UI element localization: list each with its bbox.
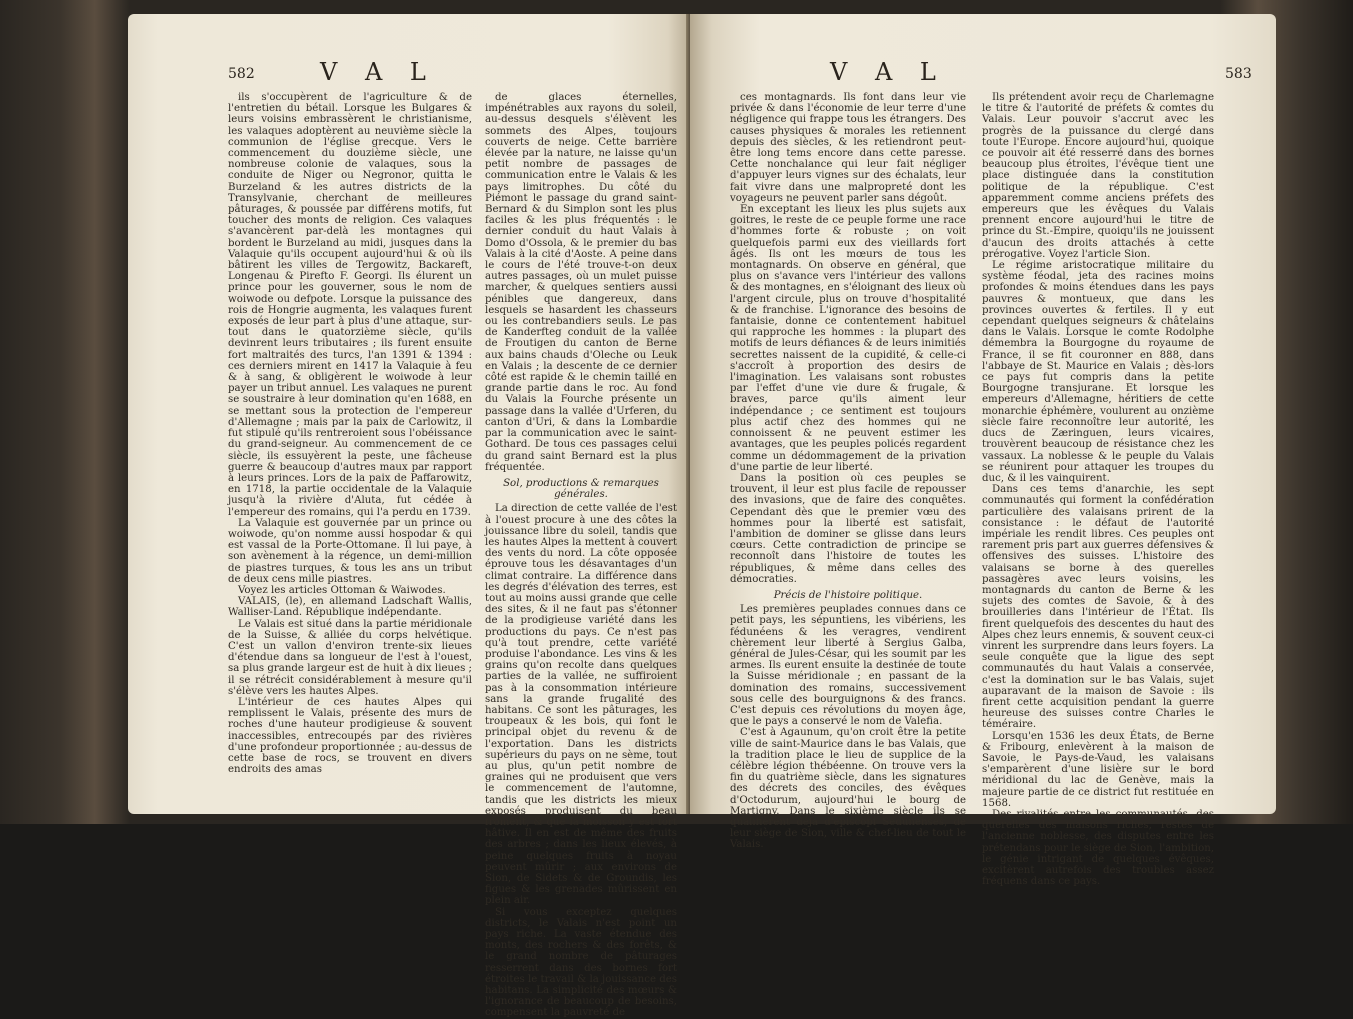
left-col-2 (485, 92, 678, 1019)
left-col2-para: La direction de cette vallée de l'est à l'ouest procure à une des côtes la jouissance libre du soleil, tandis que les hautes Alpes la mettent à couvert des vents du nord. La côte opposée éprouve tous les désavantages d'un climat contraire. La différence dans les degrés d'élévation des terres, est tout au moins aussi grande que celle des sites, & il ne faut pas s'étonner de la prodigieuse variété dans les productions du pays. Ce n'est pas qu'à tout prendre, cette variété produise l'abondance. Les vins & les grains qu'on recolte dans quelques parties de la vallée, ne suffiroient pas à la consommation intérieure sans la grande frugalité des habitans. Ce sont les pâturages, les troupeaux & les bois, qui font le principal objet du revenu & de l'exportation. Dans les districts supérieurs du pays on ne sème, tout au plus, qu'un petit nombre de graines qui ne produisent que vers le commencement de l'automne, tandis que les districts les mieux exposés produisent du beau froment, & que la moisson y est fort hâtive. Il en est de même des fruits des arbres ; dans les lieux élevés, à peine quelques fruits à noyau peuvent mûrir ; aux environs de Sion, de Sidets & de Groundis, les figues & les grenades mûrissent en plein air. (485, 503, 678, 907)
left-col1-para: La Valaquie est gouvernée par un prince ou woiwode, qu'on nomme aussi hospodar & qui est vassal de la Porte-Ottomane. Il lui paye, à son avènement à la régence, un demi-million de piastres turques, & tous les ans un tribut de deux cens mille piastres. (228, 517, 472, 585)
right-col1-para: Dans la position où ces peuples se trouvent, il leur est plus facile de repousser des invasions, que de faire des conquêtes. Cependant dès que le premier vœu des hommes pour la liberté est satisfait, l'ambition de dominer se glisse dans leurs cœurs. Cette contradiction de principe se reconnoît dans l'histoire de toutes les républiques, & même dans celles des démocraties. (730, 472, 966, 585)
left-col1-para: Le Valais est situé dans la partie méridionale de la Suisse, & alliée du corps helvétique. C'est un vallon d'environ trente-six lieues d'étendue dans sa longueur de l'est à l'ouest, sa plus grande largeur est de huit à dix lieues ; il se rétrécit considérablement à mesure qu'il s'élève vers les hautes Alpes. (228, 618, 472, 697)
left-page-header: V A L (320, 58, 436, 86)
right-col1-para: C'est à Agaunum, qu'on croit être la petite ville de saint-Maurice dans le bas Valais, que la tradition place le lieu de supplice de la célèbre légion thébéenne. On trouve vers la fin du quatrième siècle, dans les signatures des décrets des conciles, des évêques d'Octodurum, aujourd'hui le bourg de Martigny. Dans le sixième siècle ils se qualifièrent déja d'episcopi Sedunenses, de leur siège de Sion, ville & chef-lieu de tout le Valais. (730, 727, 966, 851)
left-page (128, 14, 690, 1019)
left-col1-para: ils s'occupèrent de l'agriculture & de l'entretien du bétail. Lorsque les Bulgares & leurs voisins embrassèrent le christianisme, les valaques adoptèrent au neuvième siècle la communion de l'église grecque. Vers le commencement du douzième siècle, une nombreuse colonie de valaques, sous la conduite de Niger ou Negronor, quitta le Burzeland & les autres districts de la Transylvanie, cherchant de meilleures pâturages, & poussée par différens motifs, fut toucher des monts de religion. Ces valaques s'avancèrent par-delà les montagnes qui bordent le Burzeland au midi, jusques dans la Valaquie qu'ils occupent aujourd'hui & où ils bâtirent les villes de Tergowitz, Backareft, Longenau & Pirefto F. Georgi. Ils élurent un prince pour les gouverner, sous le nom de woiwode ou defpote. Lorsque la puissance des rois de Hongrie augmenta, les valaques furent exposés de leur part à plus d'une attaque, sur-tout dans le quatorzième siècle, qu'ils devinrent leurs tributaires ; ils furent ensuite fort maltraités des turcs, l'an 1391 & 1394 : ces derniers mirent en 1417 la Valaquie à feu & à sang, & obligèrent le woiwode à leur payer un tribut annuel. Les valaques ne purent se soustraire à leur domination qu'en 1688, en se mettant sous la protection de l'empereur d'Allemagne ; mais par la paix de Carlowitz, il fut stipulé qu'ils rentreroient sous l'obéissance du grand-seigneur. Au commencement de ce siècle, ils essuyèrent la peste, une fâcheuse guerre & beaucoup d'autres maux par rapport à leurs princes. Lors de la paix de Paffarowitz, en 1718, la partie occidentale de la Valaquie jusqu'à la rivière d'Aluta, fut cédée à l'empereur des romains, qui l'a perdu en 1739. (228, 92, 472, 518)
left-col2-para: de glaces éternelles, impénétrables aux rayons du soleil, au-dessus desquels s'élèvent les sommets des Alpes, toujours couverts de neige. Cette barrière élevée par la nature, ne laisse qu'un petit nombre de passages de communication entre le Valais & les pays limitrophes. Du côté du Piémont le passage du grand saint-Bernard & du Simplon sont les plus faciles & les plus fréquentés : le dernier conduit du haut Valais à Domo d'Ossola, & le premier du bas Valais à la cité d'Aoste. A peine dans le cours de l'été trouve-t-on deux autres passages, où un mulet puisse marcher, & quelques sentiers aussi pénibles que dangereux, dans lesquels se hasardent les chasseurs ou les contrebandiers seuls. Le pas de Kanderfteg conduit de la vallée de Froutigen du canton de Berne aux bains chauds d'Oleche ou Leuk en Valais ; la descente de ce dernier côté est rapide & le chemin taillé en grande partie dans le roc. Au fond du Valais la Fourche présente un passage dans la vallée d'Urferen, du canton d'Uri, & dans la Lombardie par la communication avec le saint-Gothard. De tous ces passages celui du grand saint Bernard est la plus fréquentée. (485, 92, 677, 473)
right-page (690, 14, 1276, 888)
right-page-header: V A L (830, 58, 946, 86)
right-col1-para: ces montagnards. Ils font dans leur vie privée & dans l'économie de leur terre d'une négligence qui frappe tous les étrangers. Des causes physiques & morales les retiennent depuis des siècles, & les retiendront peut-être long tems encore dans cette paresse. Cette nonchalance qui leur fait négliger d'appuyer leurs vignes sur des échalats, leur fait vivre dans une malpropreté dont les voyageurs ne peuvent parler sans dégoût. (730, 92, 966, 204)
right-col2-para: Dans ces tems d'anarchie, les sept communautés qui forment la confédération particulière des valaisans prirent de la consistance : le défaut de l'autorité impériale les rendit libres. Ces peuples ont rarement pris part aux guerres défensives & offensives des suisses. L'histoire des valaisans se borne à des querelles passagères avec leurs voisins, les montagnards du canton de Berne & les sujets des comtes de Savoie, & à des brouilleries dans l'intérieur de l'État. Ils firent quelquefois des descentes du haut des Alpes chez leurs ennemis, & souvent ceux-ci vinrent les surprendre dans leurs foyers. La seule conquête que la ligue des sept communautés du haut Valais a conservée, c'est la domination sur le bas Valais, sujet auparavant de la maison de Savoie : ils firent cette acquisition pendant la guerre heureuse des suisses contre Charles le téméraire. (982, 484, 1214, 731)
section-heading-sol: Sol, productions & remarques générales. (503, 477, 659, 501)
right-col2-para: Lorsqu'en 1536 les deux États, de Berne & Fribourg, enlevèrent à la maison de Savoie, le Pays-de-Vaud, les valaisans s'emparèrent d'une lisière sur le bord méridional du lac de Genève, mais la majeure partie de ce district fut restituée en 1568. (982, 730, 1214, 809)
right-col2-para: Ils prétendent avoir reçu de Charlemagne le titre & l'autorité de préfets & comtes du Valais. Leur pouvoir s'accrut avec les progrès de la puissance du clergé dans toute l'Europe. Encore aujourd'hui, quoique ce pouvoir ait été resserré dans des bornes beaucoup plus étroites, l'évêque tient une place distinguée dans la constitution politique de la république. C'est apparemment comme anciens préfets des empereurs que les évêques du Valais prennent encore aujourd'hui le titre de prince du St.-Empire, quoiqu'ils ne jouissent d'aucun des droits attachés à cette prérogative. Voyez l'article Sion. (982, 92, 1214, 260)
left-page-number: 582 (228, 66, 255, 82)
left-col1-para: L'intérieur de ces hautes Alpes qui remplissent le Valais, présente des murs de roches d'une hauteur prodigieuse & souvent inaccessibles, entrecoupés par des rivières d'une profondeur proportionnée ; au-dessus de cette base de rocs, se trouvent en divers endroits des amas (228, 696, 472, 776)
right-col-2 (982, 92, 1214, 888)
left-col1-para: VALAIS, (le), en allemand Ladschaft Wallis, Walliser-Land. République indépendante. (228, 596, 472, 619)
right-col2-para: Des rivalités entre les communautés, des querelles des maisons riches, restes de l'ancienne noblesse, des disputes entre les prétendans pour le siège de Sion, l'ambition, le génie intrigant de quelques évêques, excitèrent autrefois des troubles assez fréquens dans ce pays. (982, 809, 1214, 888)
right-page-number: 583 (1225, 66, 1252, 82)
right-col1-para: En exceptant les lieux les plus sujets aux goitres, le reste de ce peuple forme une race d'hommes forte & robuste ; on voit quelquefois parmi eux des vieillards fort âgés. Ils ont les mœurs de tous les montagnards. On observe en général, que plus on s'avance vers l'intérieur des vallons & des montagnes, en s'éloignant des lieux où l'argent circule, plus on trouve d'hospitalité & de franchise. L'ignorance des besoins de fantaisie, donne ce contentement habituel qui rapproche les hommes : la plupart des motifs de leurs défiances & de leurs inimitiés secrettes naissent de la cupidité, & celle-ci s'accroît à proportion des desirs de l'imagination. Les valaisans sont robustes par l'effet d'une vie dure & frugale, & braves, parce qu'ils aiment leur indépendance ; ce sentiment est toujours plus actif chez des hommes qui ne connoissent & ne peuvent estimer les avantages, que les peuples policés regardent comme un dédommagement de la privation d'une partie de leur liberté. (730, 204, 966, 473)
right-col2-para: Le régime aristocratique militaire du système féodal, jeta des racines moins profondes & moins étendues dans les pays pauvres & montueux, que dans les provinces ouvertes & fertiles. Il y eut cependant quelques seigneurs & châtelains dans le Valais. Lorsque le comte Rodolphe démembra la Bourgogne du royaume de France, il se fit couronner en 888, dans l'abbaye de St. Maurice en Valais ; dès-lors ce pays fut compris dans la petite Bourgogne transjurane. Et lorsque les empereurs d'Allemagne, héritiers de cette monarchie éphémère, voulurent au onzième siècle faire reconnoître leur autorité, les ducs de Zæringuen, leurs vicaires, trouvèrent beaucoup de résistance chez les vassaux. La noblesse & le peuple du Valais se réunirent pour attaquer les troupes du duc, & il les vainquirent. (982, 260, 1214, 484)
section-heading-histoire: Précis de l'histoire politique. (773, 589, 923, 601)
right-col1-para: Les premières peuplades connues dans ce petit pays, les sépuntiens, les vibériens, les fédunéens & les veragres, vendirent chèrement leur liberté à Sergius Galba, général de Jules-César, qui les soumit par les armes. Ils eurent ensuite la destinée de toute la Suisse méridionale ; en passant de la domination des romains, successivement sous celle des bourguignons & des francs. C'est depuis ces révolutions du moyen âge, que le pays a conservé le nom de Valefia. (730, 604, 966, 728)
left-col1-para: Voyez les articles Ottoman & Waiwodes. (238, 584, 446, 596)
right-col-1 (730, 92, 966, 851)
left-col2-para: Si vous exceptez quelques districts, le Valais n'est point un pays riche. La vaste étendue des monts, des rochers & des forêts, & le grand nombre de pâturages resserrent dans des bornes fort étroites le travail & la jouissance des habitans. La simplicité des mœurs & l'ignorance de beaucoup de besoins, compensent la pauvreté de (485, 906, 677, 1019)
left-col-1 (228, 92, 472, 804)
